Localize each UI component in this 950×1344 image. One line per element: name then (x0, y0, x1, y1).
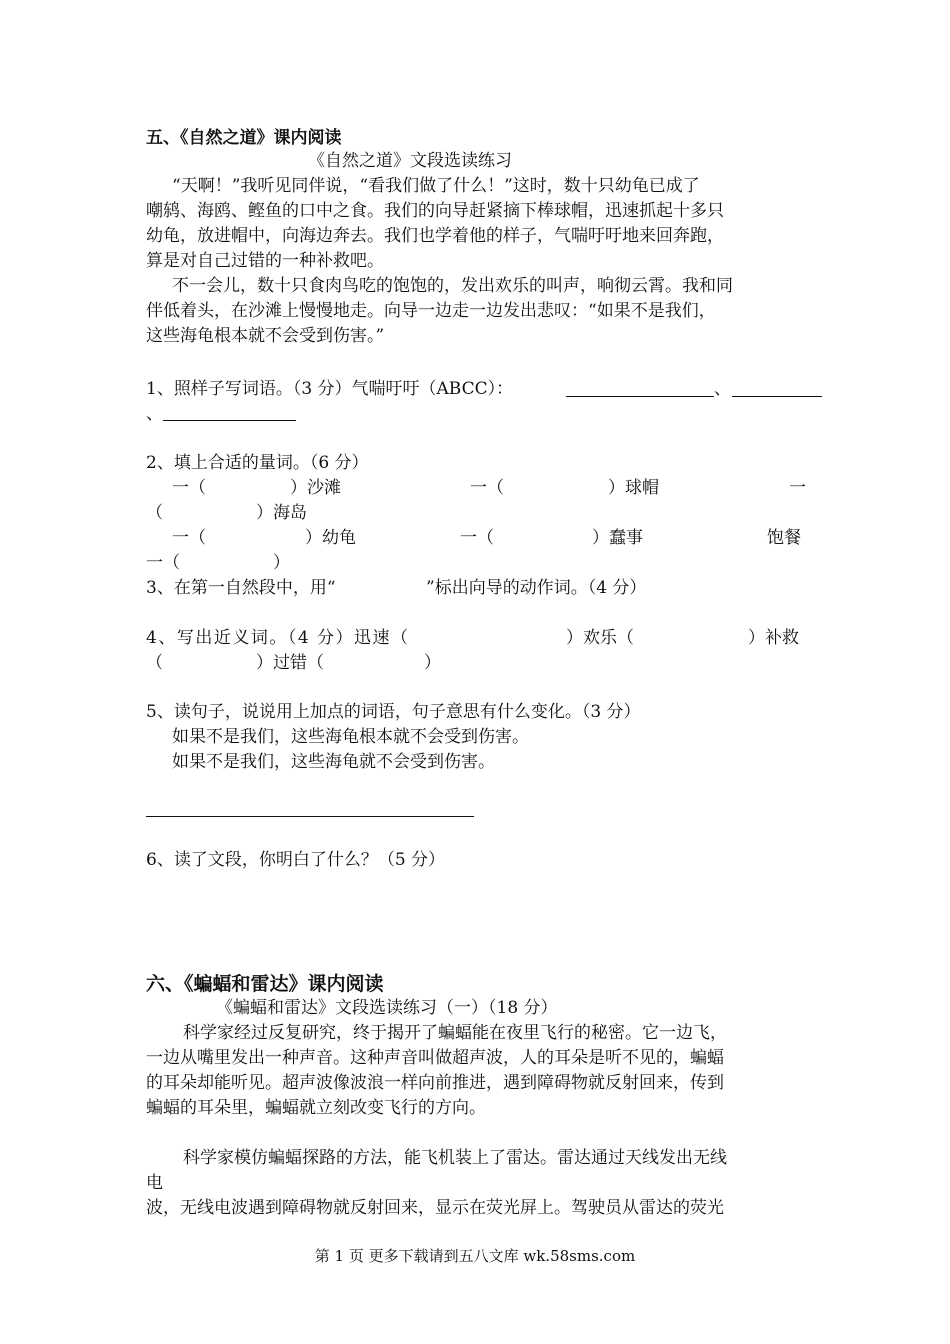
passage-line: 科学家模仿蝙蝠探路的方法，能飞机装上了雷达。雷达通过天线发出无线 (183, 1148, 727, 1168)
passage-line: 波，无线电波遇到障碍物就反射回来，显示在荧光屏上。驾驶员从雷达的荧光 (146, 1198, 724, 1218)
q2-text: 2、填上合适的量词。（6 分） (146, 453, 369, 473)
section5-subtitle: 《自然之道》文段选读练习 (308, 151, 512, 171)
q2-blank-open: 一（ (172, 478, 206, 498)
section5-title: 五、《自然之道》课内阅读 (146, 128, 342, 148)
q4-item: ）过错（ (256, 653, 324, 673)
q2-blank-open: 一（ (470, 478, 504, 498)
q2-blank-open: （ (146, 503, 163, 523)
q1-text: 1、照样子写词语。（3 分）气喘吁吁（ABCC）： (146, 379, 514, 399)
q4-item: ）补救 (748, 628, 799, 648)
passage-line: 科学家经过反复研究，终于揭开了蝙蝠能在夜里飞行的秘密。它一边飞， (183, 1023, 727, 1043)
passage-line: 不一会儿，数十只食肉鸟吃的饱饱的，发出欢乐的叫声，响彻云霄。我和同 (172, 276, 733, 296)
q2-blank-open: 一（ (460, 528, 494, 548)
section6-subtitle: 《蝙蝠和雷达》文段选读练习（一）（18 分） (216, 998, 558, 1018)
q2-item: ）蠢事 (592, 528, 643, 548)
page-footer: 第 1 页 更多下载请到五八文库 wk.58sms.com (314, 1247, 636, 1265)
q3-text: 3、在第一自然段中，用“ (146, 578, 336, 598)
q5-text: 5、读句子，说说用上加点的词语，句子意思有什么变化。（3 分） (146, 702, 641, 722)
passage-line: 一边从嘴里发出一种声音。这种声音叫做超声波，人的耳朵是听不见的，蝙蝠 (146, 1048, 724, 1068)
passage-line: 电 (146, 1173, 163, 1193)
q2-item: ）球帽 (608, 478, 659, 498)
q4-blank-close: ） (424, 653, 441, 673)
q5-sentence-2: 如果不是我们，这些海龟就不会受到伤害。 (172, 752, 495, 772)
q4-blank-open: （ (146, 653, 163, 673)
q3-text-end: ”标出向导的动作词。（4 分） (426, 578, 647, 598)
q2-item: ）幼龟 (305, 528, 356, 548)
passage-line: “天啊！”我听见同伴说，“看我们做了什么！”这时，数十只幼龟已成了 (172, 176, 700, 196)
q1-answer-line-2[interactable] (732, 396, 822, 397)
q2-blank-open: 一 (789, 478, 806, 498)
q2-blank-open: 一（ (172, 528, 206, 548)
passage-line: 这些海龟根本就不会受到伤害。” (146, 326, 385, 346)
q4-text: 4、写出近义词。（4 分）迅速（ (146, 628, 410, 648)
passage-line: 幼龟，放进帽中，向海边奔去。我们也学着他的样子，气喘吁吁地来回奔跑， (146, 226, 724, 246)
q5-answer-line[interactable] (146, 816, 474, 817)
q1-answer-line-1[interactable] (566, 396, 714, 397)
passage-line: 的耳朵却能听见。超声波像波浪一样向前推进，遇到障碍物就反射回来，传到 (146, 1073, 724, 1093)
q2-blank-open: 一（ (146, 553, 180, 573)
section6-title: 六、《蝙蝠和雷达》课内阅读 (146, 973, 384, 995)
q1-line2-prefix: 、 (146, 404, 163, 424)
q5-sentence-1: 如果不是我们，这些海龟根本就不会受到伤害。 (172, 727, 529, 747)
q1-answer-line-3[interactable] (163, 420, 296, 421)
passage-line: 蝙蝠的耳朵里，蝙蝠就立刻改变飞行的方向。 (146, 1098, 486, 1118)
q2-blank-close: ） (273, 553, 290, 573)
q2-item: ）海岛 (256, 503, 307, 523)
q4-item: ）欢乐（ (566, 628, 634, 648)
q2-item: ）沙滩 (290, 478, 341, 498)
q2-item: 饱餐 (767, 528, 801, 548)
passage-line: 伴低着头，在沙滩上慢慢地走。向导一边走一边发出悲叹：“如果不是我们， (146, 301, 716, 321)
passage-line: 算是对自己过错的一种补救吧。 (146, 251, 384, 271)
q1-separator: 、 (714, 379, 731, 399)
passage-line: 嘲鸫、海鸥、鲣鱼的口中之食。我们的向导赶紧摘下棒球帽，迅速抓起十多只 (146, 201, 724, 221)
q6-text: 6、读了文段，你明白了什么？（5 分） (146, 850, 446, 870)
